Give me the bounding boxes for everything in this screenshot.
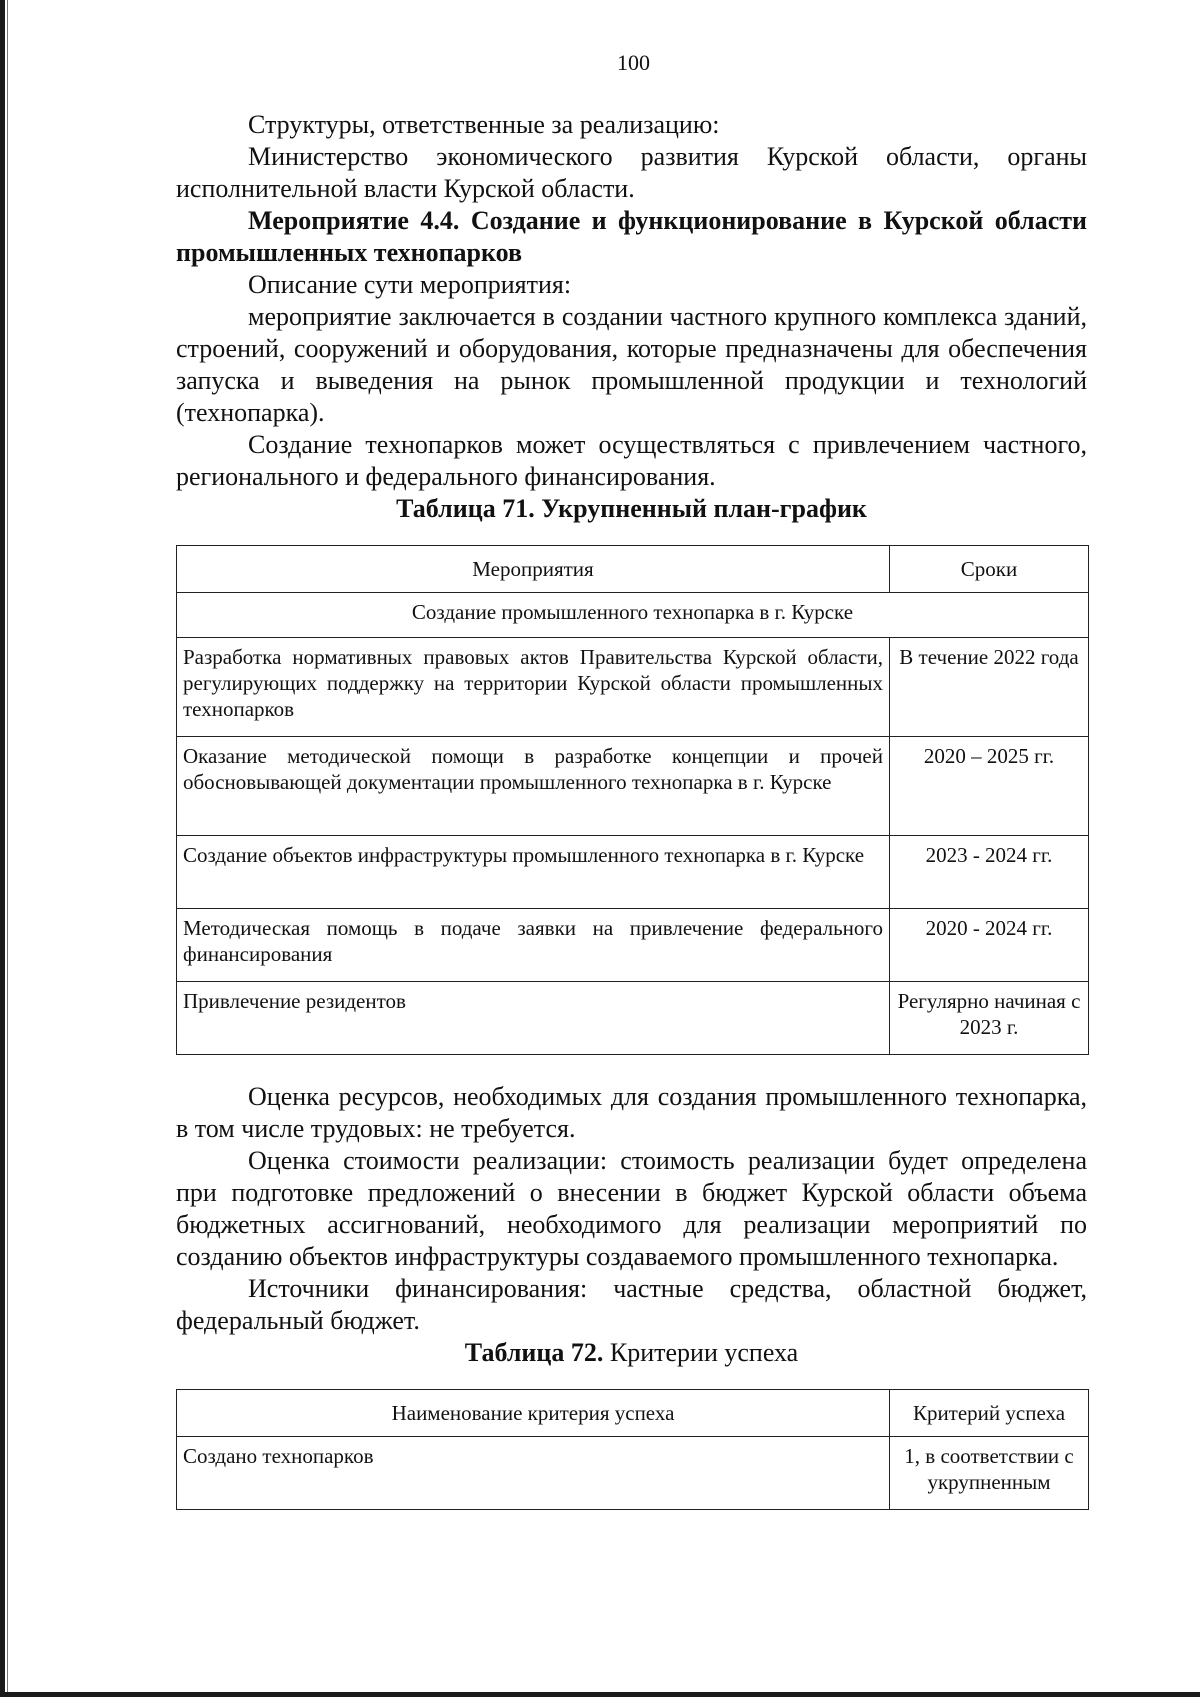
- table71-header-terms: Сроки: [890, 546, 1089, 593]
- table72-header-criterion: Критерий успеха: [890, 1390, 1089, 1437]
- table71-event-cell: Разработка нормативных правовых актов Правительства Курской области, регулирующих поддержку на территории Курской области промышленных технопарков: [177, 638, 890, 737]
- table72-header-name: Наименование критерия успеха: [177, 1390, 890, 1437]
- table71-event-cell: Создание объектов инфраструктуры промышленного технопарка в г. Курске: [177, 836, 890, 909]
- table72-criterion-cell: 1, в соответствии с укрупненным: [890, 1437, 1089, 1510]
- table71-event-cell: Методическая помощь в подаче заявки на привлечение федерального финансирования: [177, 909, 890, 982]
- table-row: [177, 1437, 1089, 1510]
- scan-edge-left: [0, 0, 5, 1697]
- table71-header-events: Мероприятия: [177, 546, 890, 593]
- table71-event-cell: Оказание методической помощи в разработке концепции и прочей обосновывающей документации промышленного технопарка в г. Курске: [177, 737, 890, 836]
- table-row: [177, 638, 1089, 737]
- table71-schedule: [176, 545, 1089, 1055]
- event-heading: Мероприятие 4.4. Создание и функционирование в Курской области промышленных технопарков: [176, 206, 1087, 267]
- paragraph-financing-note: Создание технопарков может осуществляться с привлечением частного, регионального и федерального финансирования.: [176, 430, 1087, 491]
- table-row: [177, 982, 1089, 1055]
- paragraph-responsible-heading: Структуры, ответственные за реализацию:: [248, 110, 720, 139]
- table72-caption-title: Критерии успеха: [603, 1338, 799, 1367]
- table71-term-cell: 2023 - 2024 гг.: [890, 836, 1089, 909]
- paragraph-description-heading: Описание сути мероприятия:: [248, 270, 572, 299]
- table71-section-title: Создание промышленного технопарка в г. Курске: [177, 593, 1089, 638]
- page-number: 100: [617, 50, 650, 75]
- table71-caption: Таблица 71. Укрупненный план-график: [396, 494, 867, 523]
- paragraph-resources: Оценка ресурсов, необходимых для создания промышленного технопарка, в том числе трудовых: не требуется.: [176, 1082, 1087, 1143]
- paragraph-cost: Оценка стоимости реализации: стоимость реализации будет определена при подготовке предложений о внесении в бюджет Курской области объема бюджетных ассигнований, необходимого для реализации мероприятий по созданию объектов инфраструктуры создаваемого промышленного технопарка.: [176, 1146, 1087, 1271]
- table-row: [177, 836, 1089, 909]
- scan-edge-bottom: [0, 1692, 1200, 1697]
- table71-section-row: [177, 593, 1089, 638]
- scan-edge-left-line: [7, 0, 8, 1697]
- document-body: [176, 109, 1087, 1510]
- table71-term-cell: В течение 2022 года: [890, 638, 1089, 737]
- table71-term-cell: 2020 – 2025 гг.: [890, 737, 1089, 836]
- table-row: [177, 737, 1089, 836]
- table71-event-cell: Привлечение резидентов: [177, 982, 890, 1055]
- table72-header-row: [177, 1390, 1089, 1437]
- table71-term-cell: Регулярно начиная с 2023 г.: [890, 982, 1089, 1055]
- paragraph-sources: Источники финансирования: частные средства, областной бюджет, федеральный бюджет.: [176, 1274, 1087, 1335]
- table72-criteria: [176, 1389, 1089, 1510]
- table72-caption: [176, 1337, 1087, 1369]
- table71-term-cell: 2020 - 2024 гг.: [890, 909, 1089, 982]
- table72-caption-number: Таблица 72.: [464, 1338, 604, 1367]
- paragraph-description: мероприятие заключается в создании частного крупного комплекса зданий, строений, сооружений и оборудования, которые предназначены для обеспечения запуска и выведения на рынок промышленной продукции и технологий (технопарка).: [176, 302, 1087, 427]
- paragraph-responsible-bodies: Министерство экономического развития Курской области, органы исполнительной власти Курской области.: [176, 142, 1087, 203]
- table-row: [177, 909, 1089, 982]
- table72-name-cell: Создано технопарков: [177, 1437, 890, 1510]
- table71-header-row: [177, 546, 1089, 593]
